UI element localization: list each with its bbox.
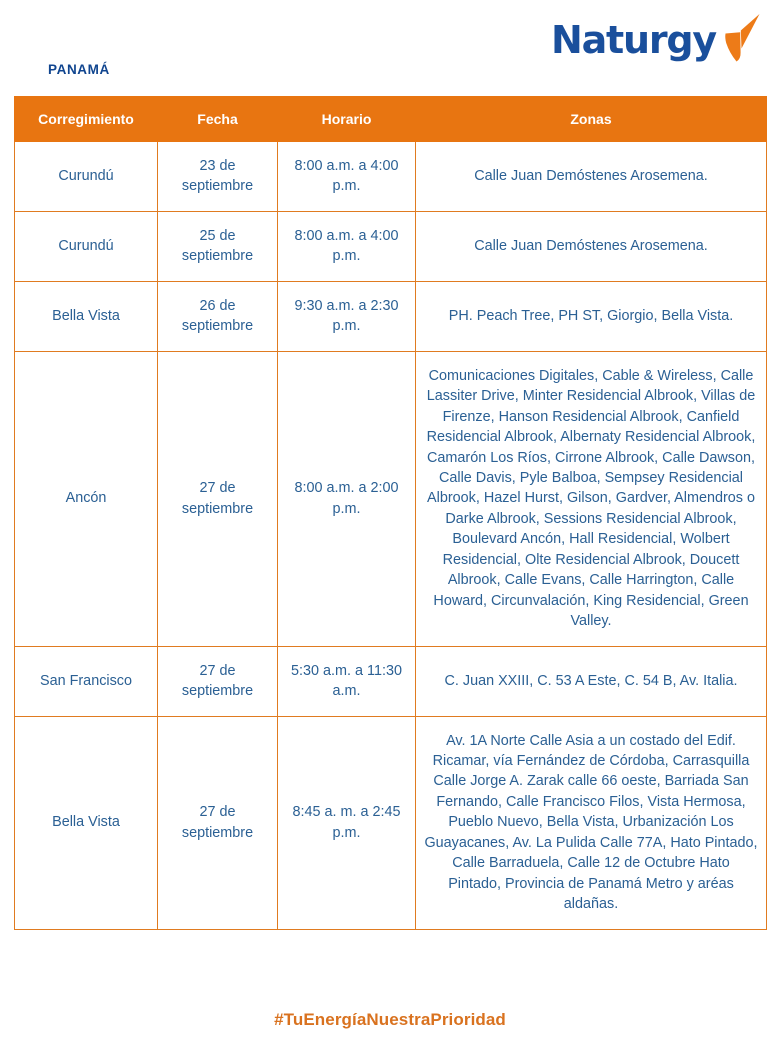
cell-zonas: Av. 1A Norte Calle Asia a un costado del Edif. Ricamar, vía Fernández de Córdoba, Carrasquilla Calle Jorge A. Zarak calle 66 oeste, Barriada San Fernando, Calle Francisco Filos, Vista Hermosa, Pueblo Nuevo, Bella Vista, Urbanización Los Guayacanes, Av. La Pulida Calle 77A, Hato Pintado, Calle Barraduela, Calle 12 de Octubre Hato Pintado, Provincia de Panamá Metro y aréas aldañas.	[416, 716, 767, 929]
naturgy-wordmark: Naturgy	[551, 18, 716, 62]
cell-horario: 8:00 a.m. a 2:00 p.m.	[278, 351, 416, 646]
table-row	[15, 716, 767, 929]
column-header-horario: Horario	[278, 97, 416, 142]
schedule-table-container	[0, 96, 780, 930]
cell-fecha: 27 de septiembre	[158, 716, 278, 929]
naturgy-logo	[551, 20, 762, 66]
region-label: PANAMÁ	[48, 62, 110, 77]
cell-corregimiento: Bella Vista	[15, 716, 158, 929]
cell-corregimiento: Curundú	[15, 211, 158, 281]
cell-zonas: Comunicaciones Digitales, Cable & Wireless, Calle Lassiter Drive, Minter Residencial Albrook, Villas de Firenze, Hanson Residencial Albrook, Canfield Residencial Albrook, Albernaty Residencial Albrook, Camarón Los Ríos, Cirrone Albrook, Calle Dawson, Calle Davis, Pyle Balboa, Sempsey Residencial Albrook, Hazel Hurst, Gilson, Gardver, Almendros o Darke Albrook, Sessions Residencial Albrook, Boulevard Ancón, Hall Residencial, Wolbert Residencial, Olte Residencial Albrook, Doucett Albrook, Calle Evans, Calle Harrington, Calle Howard, Circunvalación, King Residencial, Green Valley.	[416, 351, 767, 646]
cell-fecha: 27 de septiembre	[158, 351, 278, 646]
cell-horario: 8:00 a.m. a 4:00 p.m.	[278, 142, 416, 212]
table-row	[15, 211, 767, 281]
cell-horario: 9:30 a.m. a 2:30 p.m.	[278, 281, 416, 351]
cell-fecha: 23 de septiembre	[158, 142, 278, 212]
cell-fecha: 27 de septiembre	[158, 646, 278, 716]
table-row	[15, 351, 767, 646]
footer-slogan: #TuEnergíaNuestraPrioridad	[274, 1010, 506, 1029]
naturgy-flame-icon	[718, 12, 762, 69]
cell-corregimiento: Bella Vista	[15, 281, 158, 351]
table-row	[15, 142, 767, 212]
table-row	[15, 646, 767, 716]
column-header-fecha: Fecha	[158, 97, 278, 142]
cell-horario: 8:45 a. m. a 2:45 p.m.	[278, 716, 416, 929]
schedule-table	[14, 96, 767, 930]
cell-corregimiento: Ancón	[15, 351, 158, 646]
cell-zonas: C. Juan XXIII, C. 53 A Este, C. 54 B, Av. Italia.	[416, 646, 767, 716]
cell-zonas: Calle Juan Demóstenes Arosemena.	[416, 211, 767, 281]
cell-zonas: Calle Juan Demóstenes Arosemena.	[416, 142, 767, 212]
table-header	[15, 97, 767, 142]
cell-horario: 8:00 a.m. a 4:00 p.m.	[278, 211, 416, 281]
column-header-corregimiento: Corregimiento	[15, 97, 158, 142]
cell-fecha: 26 de septiembre	[158, 281, 278, 351]
cell-fecha: 25 de septiembre	[158, 211, 278, 281]
cell-corregimiento: San Francisco	[15, 646, 158, 716]
table-body	[15, 142, 767, 930]
page-header	[0, 0, 780, 96]
cell-horario: 5:30 a.m. a 11:30 a.m.	[278, 646, 416, 716]
table-row	[15, 281, 767, 351]
table-header-row	[15, 97, 767, 142]
column-header-zonas: Zonas	[416, 97, 767, 142]
cell-corregimiento: Curundú	[15, 142, 158, 212]
cell-zonas: PH. Peach Tree, PH ST, Giorgio, Bella Vista.	[416, 281, 767, 351]
